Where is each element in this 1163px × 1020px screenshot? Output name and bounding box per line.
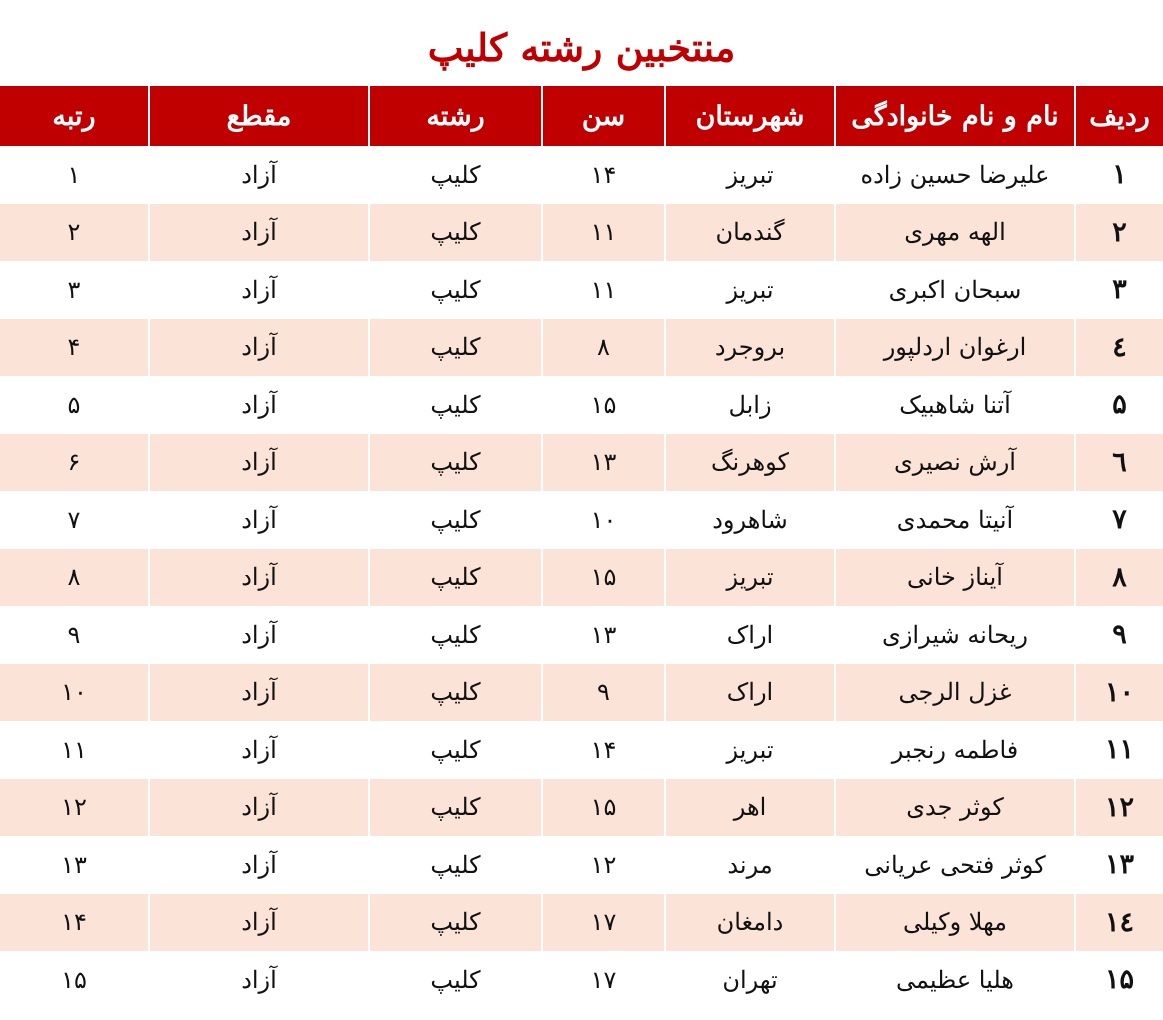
cell-rank: ۱۵ [61,965,87,994]
cell-rank: ۱ [67,160,81,189]
cell-name: آتنا شاهبیک [835,376,1075,434]
cell-radif: ٦ [1075,434,1163,492]
cell-name: فاطمه رنجبر [835,721,1075,779]
header-city: شهرستان [665,86,835,146]
header-name: نام و نام خانوادگی [835,86,1075,146]
cell-radif: ۱۲ [1075,779,1163,837]
table-row [0,376,1163,434]
cell-field: کلیپ [369,779,542,837]
cell-city: دامغان [665,894,835,952]
table-row [0,549,1163,607]
cell-section: آزاد [149,721,369,779]
cell-radif: ٤ [1075,319,1163,377]
table-row [0,319,1163,377]
cell-radif: ۷ [1075,491,1163,549]
cell-age: ۱۵ [542,376,665,434]
cell-field: کلیپ [369,261,542,319]
cell-name: سبحان اکبری [835,261,1075,319]
cell-section: آزاد [149,376,369,434]
cell-section: آزاد [149,549,369,607]
cell-field: کلیپ [369,146,542,204]
cell-age: ۱۴ [542,721,665,779]
cell-city: تبریز [665,549,835,607]
cell-name: مهلا وکیلی [835,894,1075,952]
table-row [0,779,1163,837]
cell-city: زابل [665,376,835,434]
cell-name: کوثر فتحی عریانی [835,836,1075,894]
cell-city: تهران [665,951,835,1009]
header-rank: رتبه [52,100,96,132]
cell-rank: ۹ [67,620,81,649]
cell-city: تبریز [665,261,835,319]
cell-city: اهر [665,779,835,837]
cell-city: مرند [665,836,835,894]
cell-field: کلیپ [369,376,542,434]
cell-section: آزاد [149,261,369,319]
table-row [0,836,1163,894]
cell-radif: ۱۱ [1075,721,1163,779]
cell-name: الهه مهری [835,204,1075,262]
cell-rank: ۵ [67,390,81,419]
header-section: مقطع [149,86,369,146]
cell-city: اراک [665,664,835,722]
cell-radif: ١٤ [1075,894,1163,952]
page-title: منتخبین رشته کلیپ [427,25,736,70]
cell-section: آزاد [149,836,369,894]
cell-name: آرش نصیری [835,434,1075,492]
cell-rank: ۱۴ [61,908,87,937]
cell-name: ارغوان اردلپور [835,319,1075,377]
table-row [0,721,1163,779]
cell-radif: ۸ [1075,549,1163,607]
cell-age: ۱۱ [542,204,665,262]
cell-rank: ۸ [67,563,81,592]
cell-age: ۱۳ [542,434,665,492]
table-row [0,434,1163,492]
cell-rank: ۱۲ [61,793,87,822]
cell-rank: ۱۰ [61,678,87,707]
cell-section: آزاد [149,894,369,952]
cell-section: آزاد [149,434,369,492]
cell-rank: ۳ [67,275,81,304]
cell-city: تبریز [665,721,835,779]
cell-radif: ۱۳ [1075,836,1163,894]
cell-name: کوثر جدی [835,779,1075,837]
cell-name: ریحانه شیرازی [835,606,1075,664]
cell-name: آنیتا محمدی [835,491,1075,549]
cell-rank: ۲ [67,218,81,247]
cell-rank: ۴ [67,333,81,362]
cell-radif: ۱ [1075,146,1163,204]
cell-field: کلیپ [369,204,542,262]
cell-rank: ۱۳ [61,850,87,879]
cell-age: ۱۵ [542,549,665,607]
cell-field: کلیپ [369,606,542,664]
cell-field: کلیپ [369,664,542,722]
table-row [0,146,1163,204]
results-table [0,86,1163,1009]
cell-section: آزاد [149,146,369,204]
cell-section: آزاد [149,204,369,262]
cell-age: ۹ [542,664,665,722]
cell-age: ۱۵ [542,779,665,837]
cell-section: آزاد [149,951,369,1009]
cell-section: آزاد [149,779,369,837]
cell-age: ۱۳ [542,606,665,664]
table-row [0,664,1163,722]
cell-field: کلیپ [369,951,542,1009]
cell-age: ۱۰ [542,491,665,549]
cell-name: هلیا عظیمی [835,951,1075,1009]
cell-radif: ۱۰ [1075,664,1163,722]
cell-age: ۱۱ [542,261,665,319]
cell-city: تبریز [665,146,835,204]
cell-age: ۱۲ [542,836,665,894]
cell-field: کلیپ [369,894,542,952]
table-row [0,606,1163,664]
cell-rank: ۶ [67,448,81,477]
cell-city: بروجرد [665,319,835,377]
table-row [0,951,1163,1009]
cell-city: کوهرنگ [665,434,835,492]
cell-age: ۱۴ [542,146,665,204]
cell-field: کلیپ [369,491,542,549]
cell-age: ۱۷ [542,951,665,1009]
cell-field: کلیپ [369,721,542,779]
table-header-row [0,86,1163,146]
cell-rank: ۱۱ [61,735,87,764]
cell-section: آزاد [149,664,369,722]
cell-radif: ۲ [1075,204,1163,262]
cell-name: غزل الرجی [835,664,1075,722]
cell-city: گندمان [665,204,835,262]
cell-radif: ۱۵ [1075,951,1163,1009]
cell-city: اراک [665,606,835,664]
cell-city: شاهرود [665,491,835,549]
cell-field: کلیپ [369,836,542,894]
cell-radif: ۳ [1075,261,1163,319]
header-radif: ردیف [1075,86,1163,146]
header-age: سن [542,86,665,146]
cell-rank: ۷ [67,505,81,534]
cell-field: کلیپ [369,549,542,607]
cell-age: ۱۷ [542,894,665,952]
cell-section: آزاد [149,491,369,549]
cell-section: آزاد [149,319,369,377]
cell-radif: ۹ [1075,606,1163,664]
table-row [0,261,1163,319]
cell-name: آیناز خانی [835,549,1075,607]
cell-age: ۸ [542,319,665,377]
cell-section: آزاد [149,606,369,664]
cell-field: کلیپ [369,434,542,492]
cell-radif: ۵ [1075,376,1163,434]
header-field: رشته [369,86,542,146]
table-row [0,204,1163,262]
cell-field: کلیپ [369,319,542,377]
table-row [0,491,1163,549]
table-row [0,894,1163,952]
cell-name: علیرضا حسین زاده [835,146,1075,204]
